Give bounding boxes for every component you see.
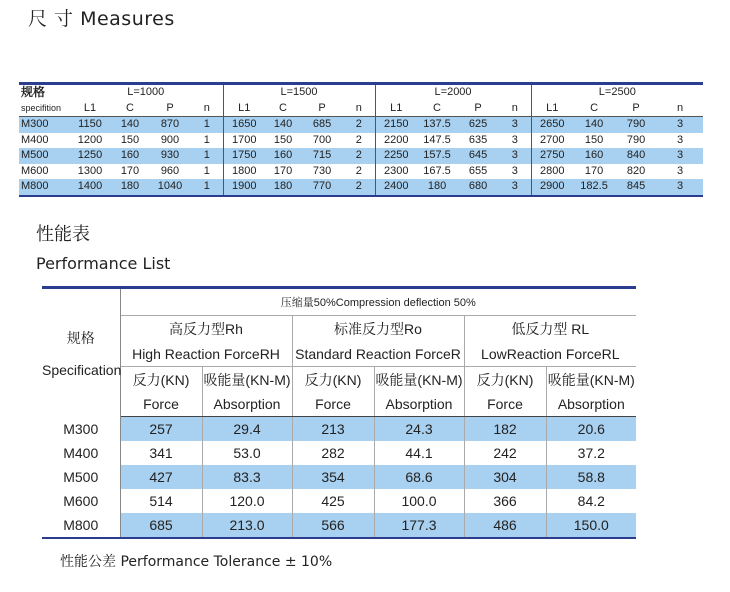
sub-header: n (343, 101, 375, 117)
sub-header: C (111, 101, 149, 117)
table-cell: 160 (573, 148, 615, 164)
table-cell: 427 (120, 465, 202, 489)
table-cell: 150 (273, 133, 293, 146)
table-cell: 900 (160, 133, 180, 146)
type-en: High Reaction ForceRH (120, 341, 292, 367)
table-cell: 425 (292, 489, 374, 513)
table-cell: 257 (120, 417, 202, 442)
table-cell: 700 (312, 133, 332, 146)
table-cell: 213.0 (202, 513, 292, 538)
table-cell: 120.0 (202, 489, 292, 513)
spec-label-cn: 规格 (66, 329, 95, 346)
table-cell: 1200 (77, 133, 103, 146)
table-cell: 2250 (375, 148, 417, 164)
sub-header: C (573, 101, 615, 117)
table-cell: 2800 (540, 164, 565, 177)
table-cell: 1 (191, 179, 223, 196)
table-cell: 2 (343, 164, 375, 180)
force-label-cn: 反力(KN) (120, 367, 202, 393)
group-header: L=1000 (69, 84, 223, 101)
type-en: LowReaction ForceRL (464, 341, 636, 367)
table-cell: 177.3 (374, 513, 464, 538)
measures-title: 尺 寸 Measures (28, 8, 175, 30)
table-cell: 147.5 (423, 133, 451, 146)
table-cell: 3 (676, 133, 684, 146)
table-cell: 960 (160, 164, 180, 177)
table-cell: 1900 (223, 179, 265, 196)
table-cell: 1 (191, 133, 223, 149)
table-cell: 1250 (69, 148, 111, 164)
absorption-label-en: Absorption (546, 392, 636, 417)
table-cell: 53.0 (202, 441, 292, 465)
table-cell: 3 (657, 179, 703, 196)
row-name: M400 (42, 441, 120, 465)
table-cell: 182.5 (573, 179, 615, 196)
table-cell: 213 (292, 417, 374, 442)
table-cell: 2 (343, 148, 375, 164)
sub-header: L1 (375, 101, 417, 117)
row-name: M500 (19, 148, 69, 164)
type-cn: 高反力型Rh (120, 316, 292, 342)
row-name: M800 (19, 179, 69, 196)
table-cell: 100.0 (374, 489, 464, 513)
table-cell: 150 (120, 133, 140, 146)
table-row (19, 164, 703, 180)
table-cell: 840 (615, 148, 657, 164)
table-cell: 730 (312, 164, 332, 177)
table-cell: 635 (468, 133, 488, 146)
sub-header: P (301, 101, 343, 117)
row-name: M400 (21, 133, 49, 146)
table-cell: 820 (626, 164, 646, 177)
table-cell: 2400 (375, 179, 417, 196)
table-row (42, 417, 636, 442)
table-cell: 3 (499, 164, 531, 180)
table-cell: 170 (120, 164, 140, 177)
table-cell: 566 (292, 513, 374, 538)
table-row (19, 148, 703, 164)
measures-row-label-en: specifition (19, 101, 69, 117)
table-cell: 3 (676, 164, 684, 177)
table-cell: 2 (343, 179, 375, 196)
row-name: M300 (42, 417, 120, 442)
absorption-label-en: Absorption (202, 392, 292, 417)
table-cell: 58.8 (546, 465, 636, 489)
table-row (19, 133, 703, 149)
table-cell: 3 (499, 117, 531, 133)
sub-header: P (615, 101, 657, 117)
table-cell: 182 (464, 417, 546, 442)
force-label-en: Force (292, 392, 374, 417)
group-header: L=2500 (531, 84, 703, 101)
table-cell: 242 (464, 441, 546, 465)
sub-header: L1 (69, 101, 111, 117)
table-cell: 167.5 (423, 164, 451, 177)
table-cell: 845 (615, 179, 657, 196)
table-cell: 2650 (531, 117, 573, 133)
table-cell: 282 (292, 441, 374, 465)
table-cell: 2200 (384, 133, 409, 146)
sub-header: L1 (531, 101, 573, 117)
table-row (42, 441, 636, 465)
table-cell: 3 (499, 133, 531, 149)
table-cell: 486 (464, 513, 546, 538)
table-cell: 150.0 (546, 513, 636, 538)
row-name: M600 (42, 489, 120, 513)
table-cell: 84.2 (577, 493, 605, 509)
table-cell: 3 (657, 148, 703, 164)
table-cell: 2 (343, 133, 375, 149)
table-cell: 180 (111, 179, 149, 196)
absorption-label-en: Absorption (374, 392, 464, 417)
table-cell: 137.5 (417, 117, 457, 133)
table-row (42, 489, 636, 513)
type-en: Standard Reaction ForceR (292, 341, 464, 367)
table-cell: 2300 (384, 164, 409, 177)
table-cell: 150 (584, 133, 604, 146)
table-cell: 2900 (531, 179, 573, 196)
table-cell: 160 (111, 148, 149, 164)
table-cell: 170 (273, 164, 293, 177)
sub-header: n (191, 101, 223, 117)
group-header: L=1500 (223, 84, 375, 101)
table-cell: 685 (301, 117, 343, 133)
table-row (19, 179, 703, 196)
row-name: M300 (19, 117, 69, 133)
sub-header: P (457, 101, 499, 117)
table-cell: 3 (499, 179, 531, 196)
group-header: L=2000 (375, 84, 531, 101)
force-label-en: Force (120, 392, 202, 417)
table-cell: 1800 (232, 164, 257, 177)
table-cell: 1650 (223, 117, 265, 133)
table-cell: 140 (573, 117, 615, 133)
absorption-label-cn: 吸能量(KN-M) (202, 367, 292, 393)
sub-header: n (499, 101, 531, 117)
table-row (42, 513, 636, 538)
table-cell: 625 (457, 117, 499, 133)
measures-row-label-cn: 规格 (19, 84, 69, 101)
table-cell: 180 (265, 179, 301, 196)
table-cell: 29.4 (202, 417, 292, 442)
table-cell: 170 (584, 164, 604, 177)
table-cell: 180 (417, 179, 457, 196)
table-cell: 655 (468, 164, 488, 177)
table-cell: 68.6 (374, 465, 464, 489)
table-cell: 770 (301, 179, 343, 196)
sub-header: n (657, 101, 703, 117)
table-cell: 645 (457, 148, 499, 164)
table-cell: 790 (626, 133, 646, 146)
table-cell: 870 (149, 117, 191, 133)
table-cell: 2150 (375, 117, 417, 133)
performance-title-en: Performance List (36, 254, 171, 273)
table-cell: 1750 (223, 148, 265, 164)
table-cell: 366 (464, 489, 546, 513)
table-cell: 2750 (531, 148, 573, 164)
table-cell: 2700 (540, 133, 565, 146)
performance-table (42, 286, 636, 539)
force-label-en: Force (464, 392, 546, 417)
table-cell: 685 (120, 513, 202, 538)
table-cell: 44.1 (374, 441, 464, 465)
table-cell: 24.3 (374, 417, 464, 442)
row-name: M600 (21, 164, 49, 177)
table-cell: 304 (464, 465, 546, 489)
sub-header: P (149, 101, 191, 117)
table-cell: 1 (191, 117, 223, 133)
table-cell: 1150 (69, 117, 111, 133)
table-cell: 83.3 (202, 465, 292, 489)
tolerance-note: 性能公差 Performance Tolerance ± 10% (60, 554, 333, 570)
table-cell: 157.5 (417, 148, 457, 164)
sub-header: L1 (223, 101, 265, 117)
measures-table (19, 82, 703, 197)
table-cell: 140 (265, 117, 301, 133)
table-cell: 20.6 (546, 417, 636, 442)
table-cell: 680 (457, 179, 499, 196)
table-cell: 514 (120, 489, 202, 513)
table-cell: 341 (120, 441, 202, 465)
table-cell: 1400 (69, 179, 111, 196)
row-name: M500 (42, 465, 120, 489)
table-cell: 3 (499, 148, 531, 164)
table-cell: 1300 (77, 164, 103, 177)
table-cell: 1700 (232, 133, 257, 146)
sub-header: C (417, 101, 457, 117)
force-label-cn: 反力(KN) (464, 367, 546, 393)
sub-header: C (265, 101, 301, 117)
table-cell: 140 (111, 117, 149, 133)
absorption-label-cn: 吸能量(KN-M) (547, 371, 635, 388)
table-cell: 354 (292, 465, 374, 489)
table-cell: 37.2 (577, 445, 605, 461)
compression-header: 压缩量50%Compression deflection 50% (120, 288, 636, 316)
force-label-cn: 反力(KN) (292, 367, 374, 393)
table-cell: 3 (657, 117, 703, 133)
table-row (19, 117, 703, 133)
type-cn: 标准反力型Ro (292, 316, 464, 342)
table-cell: 160 (265, 148, 301, 164)
table-cell: 715 (301, 148, 343, 164)
table-cell: 1 (191, 148, 223, 164)
table-cell: 2 (343, 117, 375, 133)
table-cell: 1040 (149, 179, 191, 196)
table-row (42, 465, 636, 489)
table-cell: 930 (149, 148, 191, 164)
spec-label-en: Specification (42, 361, 122, 378)
type-cn: 低反力型 RL (511, 320, 590, 337)
table-cell: 1 (191, 164, 223, 180)
absorption-label-cn: 吸能量(KN-M) (374, 367, 464, 393)
table-cell: 790 (615, 117, 657, 133)
performance-title-cn: 性能表 (36, 224, 90, 245)
row-name: M800 (42, 513, 120, 538)
